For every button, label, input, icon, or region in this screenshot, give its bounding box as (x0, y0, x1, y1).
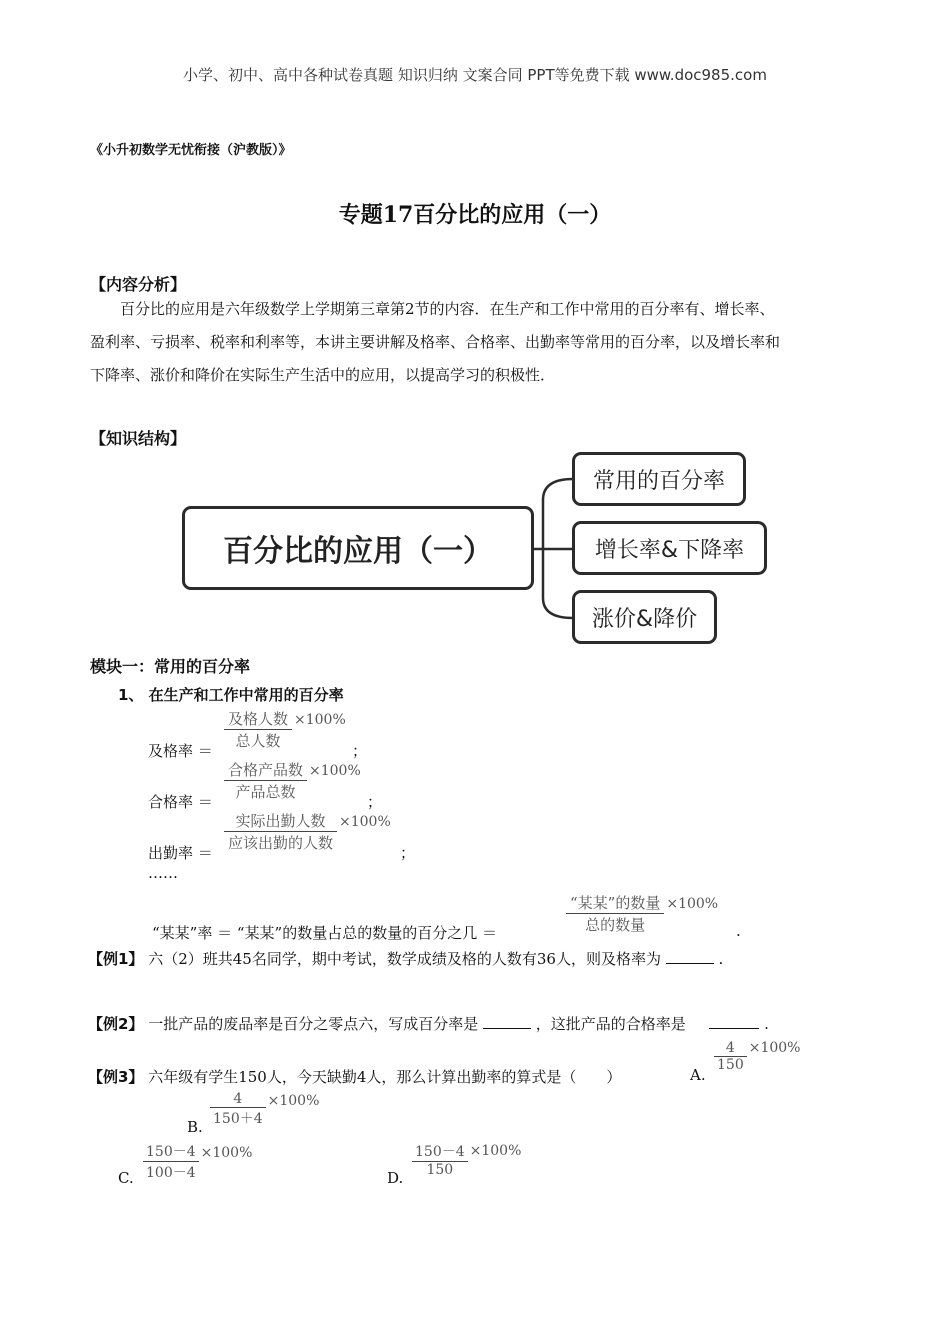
example-3-option-d-times: ×100% (469, 1142, 522, 1159)
formula-pass-rate-label: 及格率 ＝ (148, 742, 213, 760)
formula-pass-rate-end: ； (352, 742, 368, 760)
formula-pass-rate-times: ×100% (294, 711, 346, 728)
example-3-text: 六年级有学生150人，今天缺勤4人，那么计算出勤率的算式是（ ） (148, 1068, 622, 1086)
mindmap-branch-growth-decline: 增长率&下降率 (572, 521, 767, 575)
formula-pass-rate-denominator: 总人数 (224, 729, 292, 751)
example-2-end: . (764, 1015, 769, 1033)
example-3-option-b-denominator: 150＋4 (210, 1107, 266, 1128)
site-banner: 小学、初中、高中各种试卷真题 知识归纳 文案合同 PPT等免费下载 www.doc985.com (183, 66, 767, 84)
example-1-end: . (718, 950, 724, 968)
module-1-heading: 模块一：常用的百分率 (90, 657, 251, 676)
general-rate-denominator: 总的数量 (566, 913, 664, 935)
example-3-option-d-fraction (412, 1141, 521, 1178)
formula-qualified-rate-times: ×100% (309, 762, 361, 779)
example-3-option-b-times: ×100% (267, 1092, 320, 1109)
formula-qualified-rate-numerator: 合格产品数 (228, 761, 304, 779)
content-analysis-heading: 【内容分析】 (90, 275, 187, 294)
general-rate-numerator: “某某”的数量 (570, 894, 661, 912)
general-rate-label: “某某”率 ＝ “某某”的数量占总的数量的百分之几 ＝ (152, 924, 497, 942)
example-2-answer-blank-2[interactable] (709, 1014, 759, 1029)
formula-attendance-rate-times: ×100% (339, 813, 391, 830)
general-rate-fraction (566, 892, 718, 935)
mindmap-root-node: 百分比的应用（一） (182, 506, 534, 590)
example-2-text-1: 一批产品的废品率是百分之零点六，写成百分率是 (148, 1015, 479, 1033)
example-3-tag: 【例3】 (88, 1068, 144, 1086)
mindmap-branch-common-rates: 常用的百分率 (572, 452, 746, 506)
example-3-option-d-letter[interactable]: D. (387, 1169, 404, 1187)
example-1 (88, 948, 723, 969)
example-3-option-a-times: ×100% (748, 1039, 801, 1056)
page-title: 专题17百分比的应用（一） (338, 202, 612, 228)
example-3-option-a-fraction (714, 1040, 801, 1073)
example-3-option-b-letter[interactable]: B. (187, 1118, 203, 1136)
formula-qualified-rate-fraction (224, 759, 361, 802)
example-3-option-c-fraction (143, 1141, 252, 1182)
content-analysis-line-2: 盈利率、亏损率、税率和利率等，本讲主要讲解及格率、合格率、出勤率等常用的百分率，以及增长率和 (90, 333, 781, 351)
example-1-tag: 【例1】 (88, 950, 144, 968)
example-2 (88, 1013, 769, 1034)
example-3-option-c-denominator: 100－4 (143, 1161, 199, 1182)
example-3-option-c-times: ×100% (200, 1144, 253, 1161)
mindmap-branch-price-change: 涨价&降价 (572, 590, 717, 644)
example-3-option-a-denominator: 150 (714, 1056, 747, 1073)
example-3-option-a-numerator: 4 (725, 1040, 735, 1056)
general-rate-times: ×100% (666, 895, 719, 912)
example-2-tag: 【例2】 (88, 1015, 144, 1033)
formula-attendance-rate-denominator: 应该出勤的人数 (224, 831, 337, 853)
formula-qualified-rate-end: ； (367, 793, 383, 811)
example-1-answer-blank[interactable] (666, 949, 714, 964)
example-2-text-2: ，这批产品的合格率是 (535, 1015, 686, 1033)
example-2-answer-blank-1[interactable] (483, 1014, 531, 1029)
formula-attendance-rate-end: ； (400, 844, 416, 862)
knowledge-structure-heading: 【知识结构】 (90, 429, 187, 448)
general-rate-end: . (736, 922, 741, 940)
formula-ellipsis: …… (148, 864, 178, 882)
formula-attendance-rate-numerator: 实际出勤人数 (235, 812, 326, 830)
example-3 (88, 1066, 621, 1087)
example-3-option-c-numerator: 150－4 (146, 1144, 196, 1160)
example-3-option-a-letter[interactable]: A. (690, 1066, 706, 1084)
formula-qualified-rate-label: 合格率 ＝ (148, 793, 213, 811)
formula-qualified-rate-denominator: 产品总数 (224, 780, 307, 802)
content-analysis-line-3: 下降率、涨价和降价在实际生产生活中的应用，以提高学习的积极性． (90, 366, 556, 384)
content-analysis-line-1: 百分比的应用是六年级数学上学期第三章第2节的内容．在生产和工作中常用的百分率有、增长率、 (120, 300, 775, 318)
example-3-option-b-fraction (210, 1091, 319, 1128)
example-3-option-c-letter[interactable]: C. (118, 1169, 134, 1187)
formula-attendance-rate-fraction (224, 810, 391, 853)
module-1-subheading: 1、 在生产和工作中常用的百分率 (118, 686, 344, 704)
example-1-text: 六（2）班共45名同学，期中考试，数学成绩及格的人数有36人，则及格率为 (148, 950, 661, 968)
formula-pass-rate-numerator: 及格人数 (228, 710, 289, 728)
series-title: 《小升初数学无忧衔接（沪教版）》 (90, 143, 292, 158)
example-3-option-d-numerator: 150－4 (415, 1144, 465, 1160)
example-3-option-b-numerator: 4 (233, 1091, 243, 1107)
example-3-option-d-denominator: 150 (412, 1161, 468, 1178)
formula-pass-rate-fraction (224, 708, 346, 751)
formula-attendance-rate-label: 出勤率 ＝ (148, 844, 213, 862)
